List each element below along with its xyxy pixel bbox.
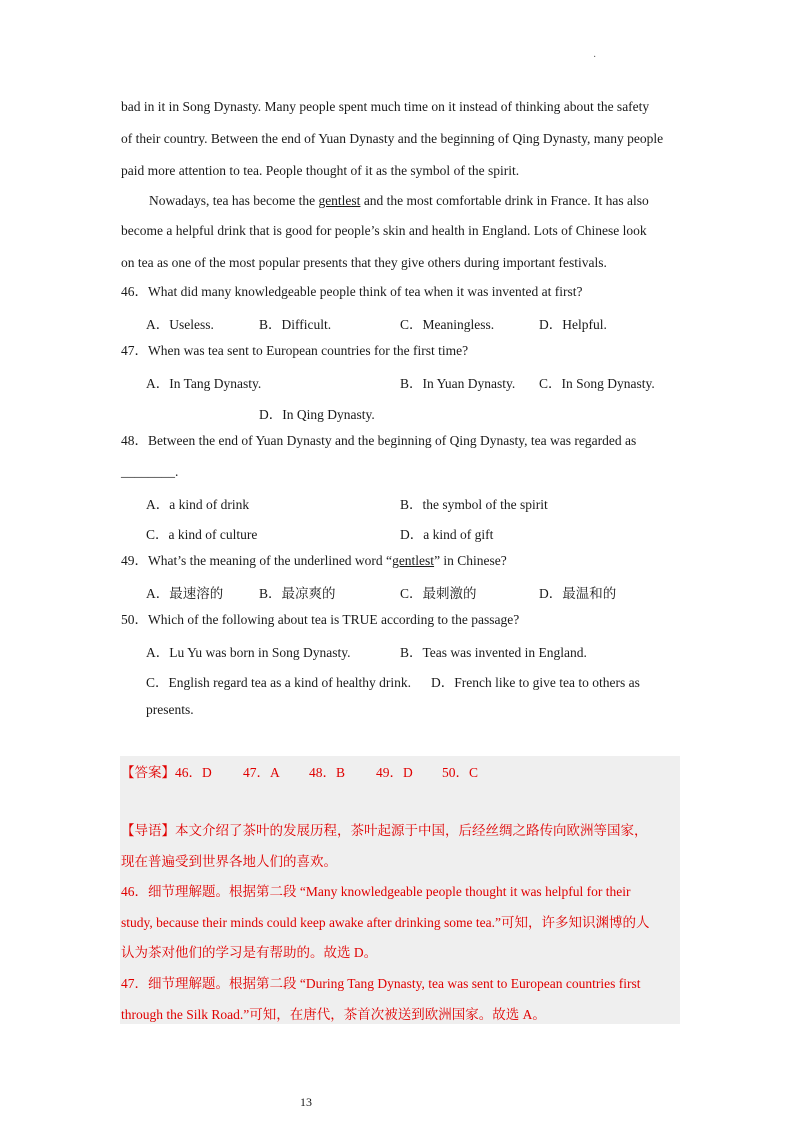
- q49-option-b: B．最凉爽的: [259, 586, 336, 601]
- explanation-47: through the Silk Road.”可知，在唐代，茶首次被送到欧洲国家。故选 A。: [121, 1007, 546, 1022]
- q50-option-d: D．French like to give tea to others as: [431, 675, 640, 690]
- q47-option-c: C．In Song Dynasty.: [539, 376, 655, 391]
- question-49-stem: [121, 552, 681, 570]
- q46-option-b: B．Difficult.: [259, 317, 332, 332]
- passage-text: Nowadays, tea has become the: [149, 193, 319, 208]
- explanation-47: 47．细节理解题。根据第二段 “During Tang Dynasty, tea was sent to European countries first: [121, 976, 641, 991]
- q50-option-a: A．Lu Yu was born in Song Dynasty.: [146, 645, 351, 660]
- q50-option-b: B．Teas was invented in England.: [400, 645, 587, 660]
- answer-key-49: 49．D: [376, 765, 413, 780]
- question-48-blank: ________.: [121, 464, 179, 479]
- q49-option-c: C．最刺激的: [400, 586, 477, 601]
- q46-option-d: D．Helpful.: [539, 317, 607, 332]
- q47-option-b: B．In Yuan Dynasty.: [400, 376, 516, 391]
- question-46-stem: 46．What did many knowledgeable people think of tea when it was invented at first?: [121, 284, 583, 299]
- page-number: 13: [300, 1095, 312, 1109]
- q49-option-a: A．最速溶的: [146, 586, 224, 601]
- passage-line: [149, 192, 709, 210]
- q50-option-d-continued: presents.: [146, 702, 194, 717]
- passage-line: become a helpful drink that is good for people’s skin and health in England. Lots of Chinese look: [121, 223, 647, 238]
- q48-option-b: B．the symbol of the spirit: [400, 497, 548, 512]
- stem-text: ” in Chinese?: [434, 553, 507, 568]
- q48-option-a: A．a kind of drink: [146, 497, 250, 512]
- q49-option-d: D．最温和的: [539, 586, 617, 601]
- answer-key-46: 【答案】46．D: [121, 765, 212, 780]
- header-mark: ·: [593, 52, 597, 63]
- q48-option-d: D．a kind of gift: [400, 527, 494, 542]
- answer-key-48: 48．B: [309, 765, 346, 780]
- explanation-46: 认为茶对他们的学习是有帮助的。故选 D。: [121, 945, 378, 960]
- q47-option-d: D．In Qing Dynasty.: [259, 407, 375, 422]
- question-50-stem: 50．Which of the following about tea is TRUE according to the passage?: [121, 612, 520, 627]
- passage-line: on tea as one of the most popular presents that they give others during important festivals.: [121, 255, 607, 270]
- answer-key-50: 50．C: [442, 765, 479, 780]
- passage-line: paid more attention to tea. People thought of it as the symbol of the spirit.: [121, 163, 520, 178]
- q46-option-c: C．Meaningless.: [400, 317, 495, 332]
- answer-key-47: 47．A: [243, 765, 280, 780]
- explanation-guide: 现在普遍受到世界各地人们的喜欢。: [121, 854, 337, 869]
- underlined-word: gentlest: [392, 553, 435, 568]
- passage-line: bad in it in Song Dynasty. Many people spent much time on it instead of thinking about the safety: [121, 99, 650, 114]
- explanation-46: 46．细节理解题。根据第二段 “Many knowledgeable people thought it was helpful for their: [121, 884, 631, 899]
- q47-option-a: A．In Tang Dynasty.: [146, 376, 262, 391]
- question-47-stem: 47．When was tea sent to European countries for the first time?: [121, 343, 469, 358]
- passage-line: of their country. Between the end of Yuan Dynasty and the beginning of Qing Dynasty, many people: [121, 131, 664, 146]
- q50-option-c: C．English regard tea as a kind of healthy drink.: [146, 675, 412, 690]
- explanation-guide: 【导语】本文介绍了茶叶的发展历程，茶叶起源于中国，后经丝绸之路传向欧洲等国家，: [121, 823, 648, 838]
- q48-option-c: C．a kind of culture: [146, 527, 258, 542]
- q46-option-a: A．Useless.: [146, 317, 214, 332]
- question-48-stem: 48．Between the end of Yuan Dynasty and the beginning of Qing Dynasty, tea was regarded as: [121, 433, 637, 448]
- underlined-word: gentlest: [318, 193, 361, 208]
- explanation-46: study, because their minds could keep awake after drinking some tea.”可知，许多知识渊博的人: [121, 915, 650, 930]
- stem-text: 49．What’s the meaning of the underlined word “: [121, 553, 393, 568]
- passage-text: and the most comfortable drink in France. It has also: [360, 193, 649, 208]
